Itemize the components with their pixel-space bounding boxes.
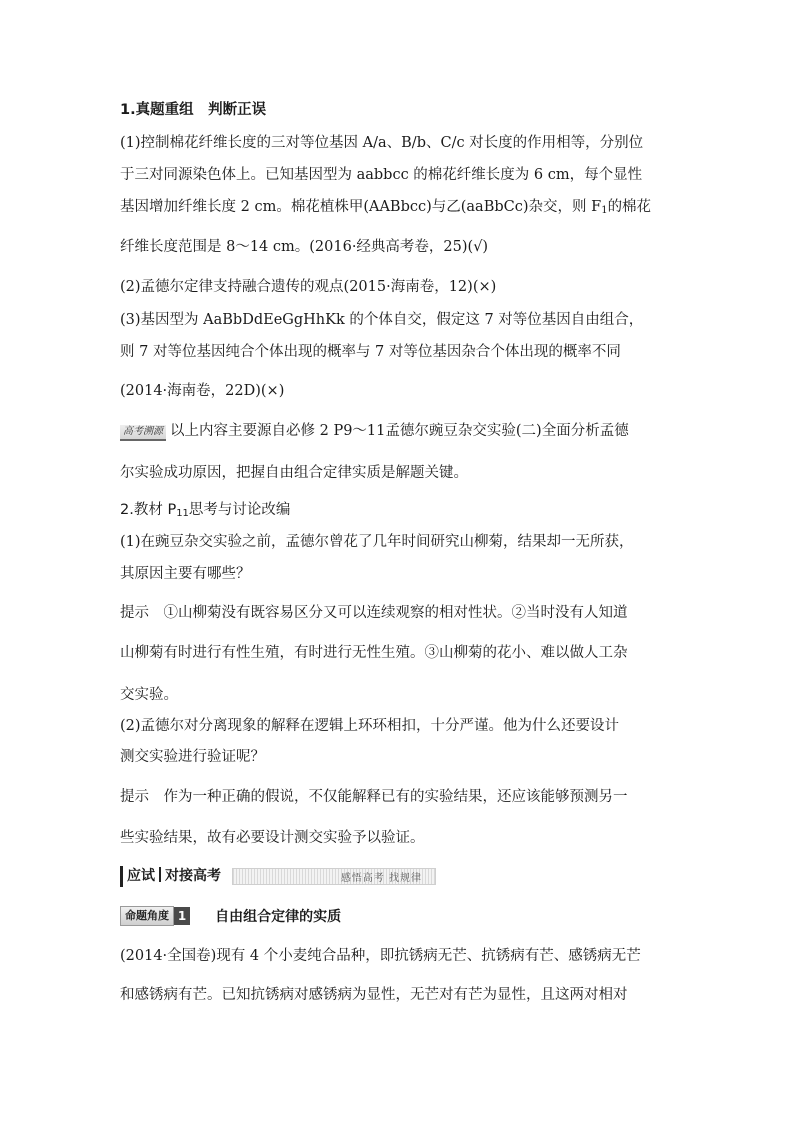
question-line-2: 和感锈病有芒。已知抗锈病对感锈病为显性，无芒对有芒为显性，且这两对相对 bbox=[120, 987, 628, 1003]
answer-1-line-3: 交实验。 bbox=[120, 687, 178, 703]
section-2-heading-text: 2.教材 P bbox=[120, 502, 177, 518]
question-line-1: (2014·全国卷)现有 4 个小麦纯合品种，即抗锈病无芒、抗锈病有芒、感锈病无芒 bbox=[120, 948, 641, 964]
banner-title bbox=[120, 866, 221, 887]
question-2-line-1: (2)孟德尔对分离现象的解释在逻辑上环环相扣，十分严谨。他为什么还要设计 bbox=[120, 718, 620, 734]
section-1-heading: 1.真题重组 判断正误 bbox=[120, 102, 267, 118]
proposition-angle bbox=[120, 905, 341, 925]
section-2-heading bbox=[120, 498, 290, 519]
item-1-line-3 bbox=[120, 195, 651, 216]
section-2-heading-tail: 思考与讨论改编 bbox=[188, 502, 291, 518]
item-1-line-3-text: 基因增加纤维长度 2 cm。棉花植株甲(AABbcc)与乙(aaBbCc)杂交，则 F bbox=[120, 199, 602, 215]
page-subscript: 11 bbox=[176, 508, 189, 519]
item-3-line-1: (3)基因型为 AaBbDdEeGgHhKk 的个体自交，假定这 7 对等位基因自由组合， bbox=[120, 312, 644, 328]
item-3-line-2: 则 7 对等位基因纯合个体出现的概率与 7 对等位基因杂合个体出现的概率不同 bbox=[120, 344, 621, 360]
item-1-line-3-tail: 的棉花 bbox=[607, 199, 652, 215]
question-2-line-2: 测交实验进行验证呢？ bbox=[120, 749, 265, 765]
answer-1-line-1: 提示 ①山柳菊没有既容易区分又可以连续观察的相对性状。②当时没有人知道 bbox=[120, 605, 628, 621]
item-1-line-4: 纤维长度范围是 8～14 cm。(2016·经典高考卷，25)(√) bbox=[120, 239, 489, 255]
item-2: (2)孟德尔定律支持融合遗传的观点(2015·海南卷，12)(×) bbox=[120, 279, 497, 295]
source-text: 以上内容主要源自必修 2 P9～11孟德尔豌豆杂交实验(二)全面分析孟德 bbox=[170, 423, 629, 439]
question-1-line-2: 其原因主要有哪些？ bbox=[120, 566, 251, 582]
source-line-2: 尔实验成功原因，把握自由组合定律实质是解题关键。 bbox=[120, 465, 468, 481]
angle-number: 1 bbox=[174, 907, 190, 925]
answer-2-line-2: 些实验结果，故有必要设计测交实验予以验证。 bbox=[120, 830, 425, 846]
f1-subscript: 1 bbox=[601, 205, 608, 216]
answer-1-line-2: 山柳菊有时进行有性生殖，有时进行无性生殖。③山柳菊的花小、难以做人工杂 bbox=[120, 645, 628, 661]
source-line-1 bbox=[120, 419, 629, 441]
item-1-line-2: 于三对同源染色体上。已知基因型为 aabbcc 的棉花纤维长度为 6 cm，每个显性 bbox=[120, 167, 643, 183]
banner-subtitle: 感悟高考 找规律 bbox=[340, 873, 422, 884]
angle-title: 自由组合定律的实质 bbox=[215, 908, 342, 925]
section-banner bbox=[120, 866, 436, 887]
item-1-line-1: (1)控制棉花纤维长度的三对等位基因 A/a、B/b、C/c 对长度的作用相等，分别位 bbox=[120, 135, 644, 151]
banner-separator bbox=[159, 867, 161, 882]
banner-title-part-1: 应试 bbox=[127, 868, 155, 884]
banner-title-part-2: 对接高考 bbox=[165, 868, 221, 884]
answer-2-line-1: 提示 作为一种正确的假说，不仅能解释已有的实验结果，还应该能够预测另一 bbox=[120, 789, 628, 805]
source-tag: 高考溯源 bbox=[120, 425, 166, 441]
item-3-line-3: (2014·海南卷，22D)(×) bbox=[120, 383, 285, 399]
angle-badge: 命题角度 bbox=[120, 906, 174, 926]
question-1-line-1: (1)在豌豆杂交实验之前，孟德尔曾花了几年时间研究山柳菊，结果却一无所获， bbox=[120, 534, 634, 550]
